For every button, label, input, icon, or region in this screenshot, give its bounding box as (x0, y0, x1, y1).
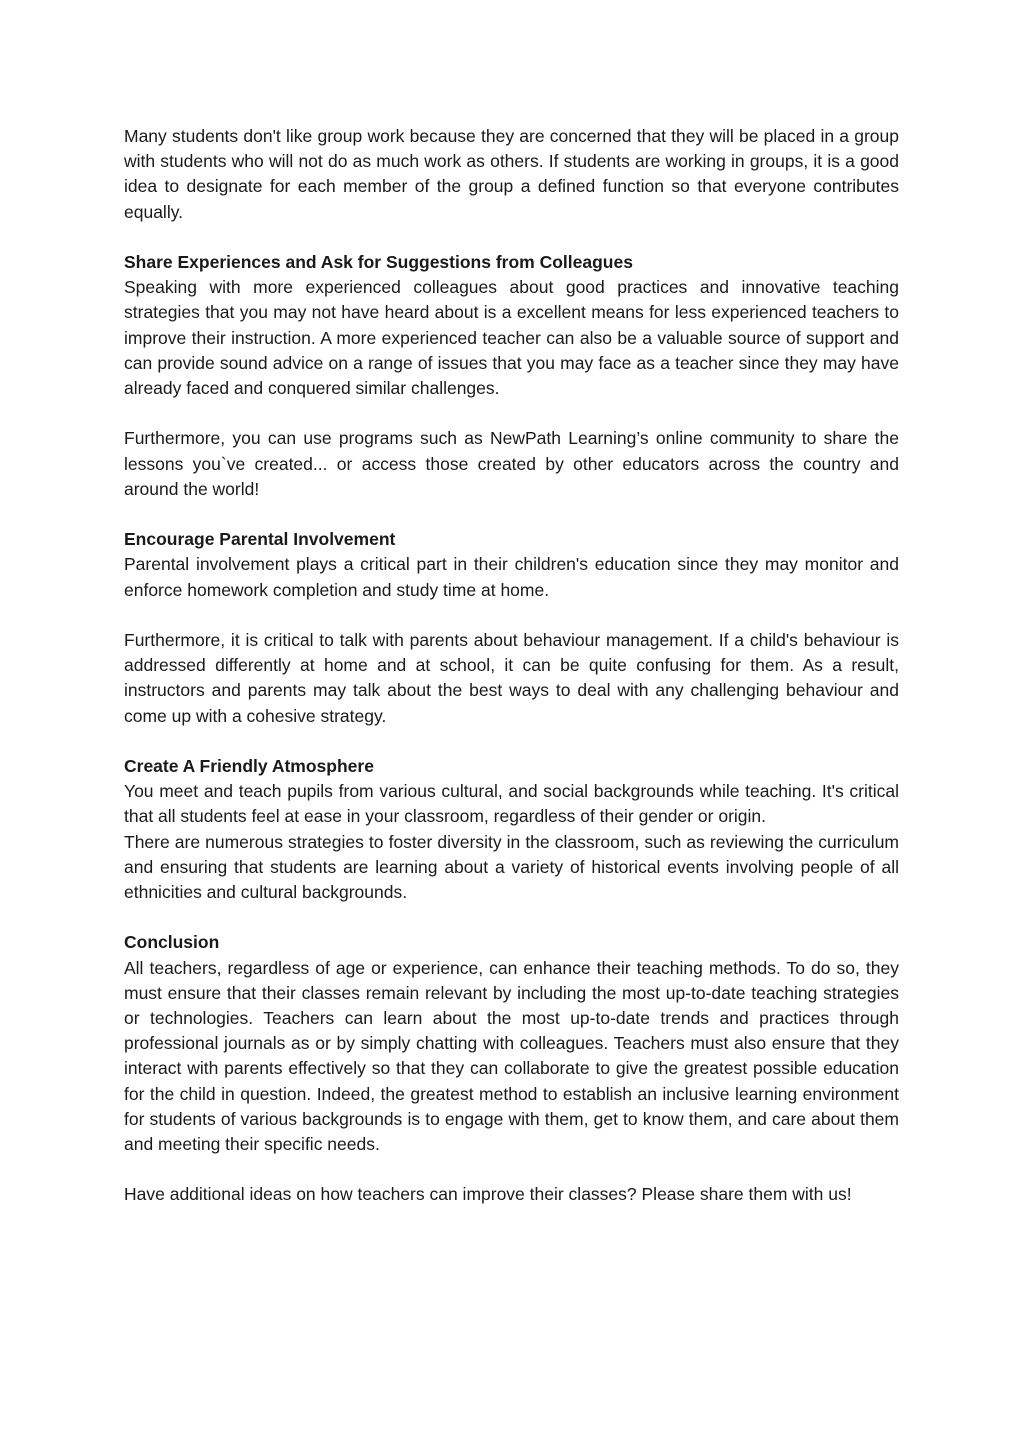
colleagues-section (124, 250, 899, 401)
parental-paragraph-1: Parental involvement plays a critical part in their children's education since they may monitor and enforce homework completion and study time at home. (124, 554, 899, 600)
atmosphere-paragraph-2: There are numerous strategies to foster diversity in the classroom, such as reviewing the curriculum and ensuring that students are learning about a variety of historical events involving people of all ethnicities and cultural backgrounds. (124, 831, 899, 903)
parental-heading: Encourage Parental Involvement (124, 529, 396, 550)
conclusion-paragraph-2: Have additional ideas on how teachers can improve their classes? Please share them with us! (124, 1184, 852, 1205)
colleagues-paragraph-1: Speaking with more experienced colleagues about good practices and innovative teaching strategies that you may not have heard about is a excellent means for less experienced teachers to improve their instruction. A more experienced teacher can also be a valuable source of support and can provide sound advice on a range of issues that you may face as a teacher since they may have already faced and conquered similar challenges. (124, 277, 899, 399)
conclusion-heading: Conclusion (124, 932, 220, 953)
document-page (124, 124, 899, 1233)
atmosphere-heading: Create A Friendly Atmosphere (124, 756, 374, 776)
atmosphere-paragraph-1: You meet and teach pupils from various cultural, and social backgrounds while teaching. It's critical that all students feel at ease in your classroom, regardless of their gender or origin. (124, 781, 899, 827)
colleagues-heading: Share Experiences and Ask for Suggestions from Colleagues (124, 252, 633, 272)
intro-paragraph: Many students don't like group work because they are concerned that they will be placed in a group with students who will not do as much work as others. If students are working in groups, it is a good idea to designate for each member of the group a defined function so that everyone contributes equally. (124, 126, 899, 222)
conclusion-section (124, 930, 899, 1157)
parental-section (124, 527, 899, 603)
atmosphere-section (124, 754, 899, 905)
parental-paragraph-2: Furthermore, it is critical to talk with parents about behaviour management. If a child's behaviour is addressed differently at home and at school, it can be quite confusing for them. As a result, instructors and parents may talk about the best ways to deal with any challenging behaviour and come up with a cohesive strategy. (124, 630, 899, 726)
conclusion-paragraph-1: All teachers, regardless of age or experience, can enhance their teaching methods. To do so, they must ensure that their classes remain relevant by including the most up-to-date teaching strategies or technologies. Teachers can learn about the most up-to-date trends and practices through professional journals as or by simply chatting with colleagues. Teachers must also ensure that they interact with parents effectively so that they can collaborate to give the greatest possible education for the child in question. Indeed, the greatest method to establish an inclusive learning environment for students of various backgrounds is to engage with them, get to know them, and care about them and meeting their specific needs. (124, 957, 899, 1155)
colleagues-paragraph-2: Furthermore, you can use programs such as NewPath Learning’s online community to share the lessons you`ve created... or access those created by other educators across the country and around the world! (124, 428, 899, 499)
